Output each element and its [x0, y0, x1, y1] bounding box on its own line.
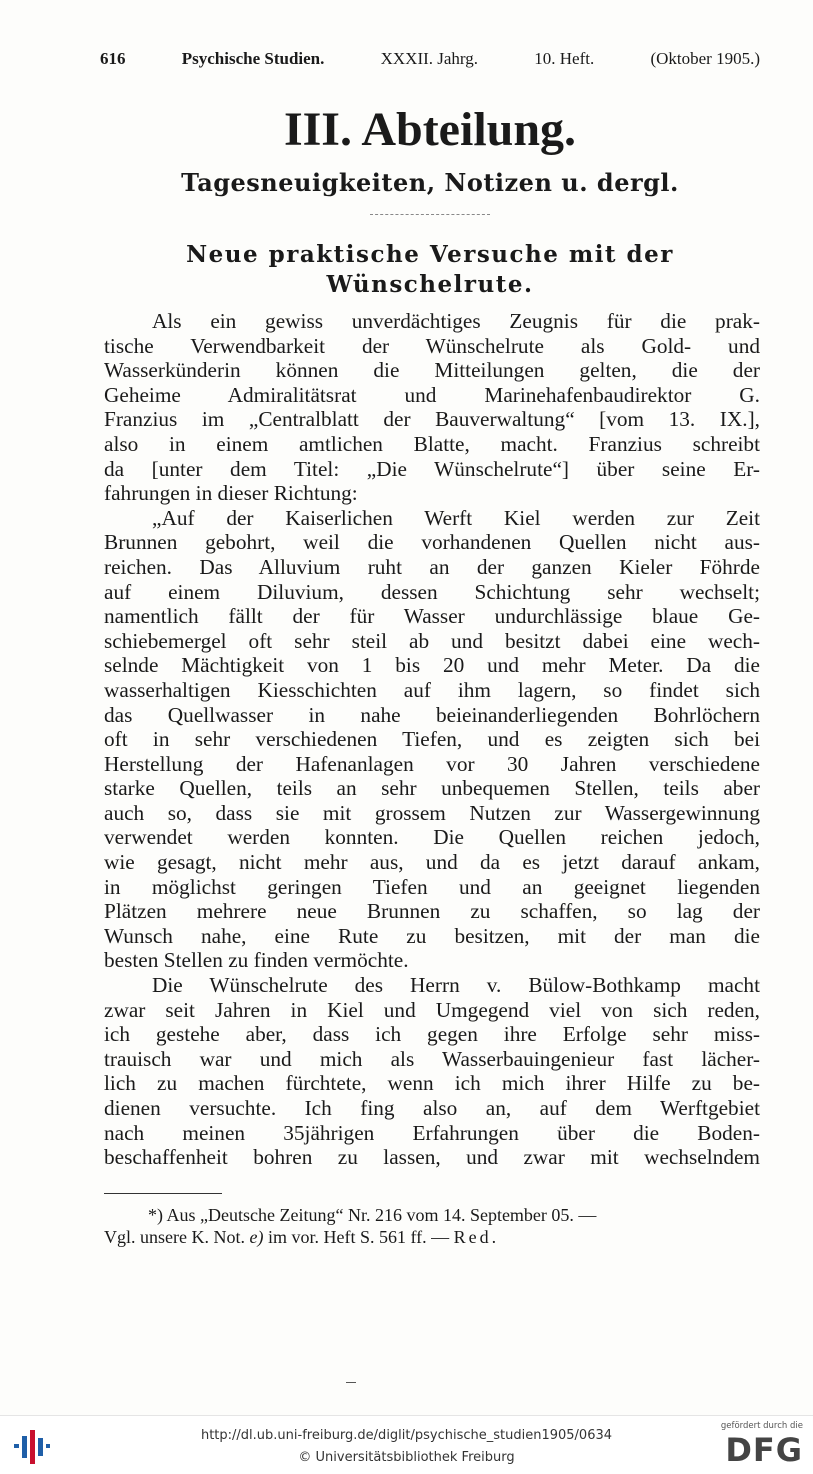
- body-line: auch so, dass sie mit grossem Nutzen zur Wassergewinnung: [104, 800, 760, 825]
- body-line: zwar seit Jahren in Kiel und Umgegend viel von sich reden,: [104, 997, 760, 1022]
- body-line: auf einem Diluvium, dessen Schichtung sehr wechselt;: [104, 579, 760, 604]
- article-title-line-1: Neue praktische Versuche mit der: [186, 241, 674, 268]
- body-line: trauisch war und mich als Wasserbauingenieur fast lächer-: [104, 1046, 760, 1071]
- body-line: das Quellwasser in nahe beieinanderliegenden Bohrlöchern: [104, 702, 760, 727]
- dfg-logo-text: DFG: [725, 1431, 803, 1469]
- body-line: wie gesagt, nicht mehr aus, und da es jetzt darauf ankam,: [104, 850, 760, 875]
- copyright-notice: © Universitätsbibliothek Freiburg: [298, 1450, 515, 1465]
- article-title-line-2: Wünschelrute.: [326, 271, 534, 298]
- editor-mark: Red.: [453, 1227, 500, 1247]
- body-line: oft in sehr verschiedenen Tiefen, und es zeigten sich bei: [104, 727, 760, 752]
- body-line: tische Verwendbarkeit der Wünschelrute als Gold- und: [104, 333, 760, 358]
- body-line: lich zu machen fürchtete, wenn ich mich ihrer Hilfe zu be-: [104, 1071, 760, 1096]
- volume: XXXII. Jahrg.: [380, 49, 479, 68]
- body-line: ich gestehe aber, dass ich gegen ihre Erfolge sehr miss-: [104, 1022, 760, 1047]
- body-line: in möglichst geringen Tiefen und an geeignet liegenden: [104, 874, 760, 899]
- article-title: [100, 240, 760, 300]
- body-line: reichen. Das Alluvium ruht an der ganzen Kieler Föhrde: [104, 554, 760, 579]
- body-line: starke Quellen, teils an sehr unbequemen Stellen, teils aber: [104, 776, 760, 801]
- body-line: nach meinen 35jährigen Erfahrungen über die Boden-: [104, 1120, 760, 1145]
- issue-date: (Oktober 1905.): [650, 49, 760, 68]
- viewer-footer: [0, 1415, 813, 1474]
- footnote-ref-rest: im vor. Heft S. 561 ff. —: [267, 1227, 450, 1247]
- page-number: 616: [100, 49, 126, 68]
- footnote-ref-letter: e): [249, 1227, 264, 1247]
- article-body: [104, 309, 760, 1170]
- body-line: Herstellung der Hafenanlagen vor 30 Jahren verschiedene: [104, 751, 760, 776]
- body-line: „Auf der Kaiserlichen Werft Kiel werden zur Zeit: [152, 505, 760, 530]
- body-line: Wasserkünderin können die Mitteilungen gelten, die der: [104, 358, 760, 383]
- body-line: dienen versuchte. Ich fing also an, auf dem Werftgebiet: [104, 1096, 760, 1120]
- body-line: namentlich fällt der für Wasser undurchlässige blaue Ge-: [104, 604, 760, 629]
- body-line: beschaffenheit bohren zu lassen, und zwar mit wechselndem: [104, 1145, 760, 1170]
- running-head: [100, 48, 760, 70]
- dfg-funding-text: gefördert durch die: [720, 1421, 803, 1431]
- body-line: wasserhaltigen Kiesschichten auf ihm lagern, so findet sich: [104, 677, 760, 702]
- body-line: fahrungen in dieser Richtung:: [104, 481, 358, 506]
- decorative-rule: [370, 214, 490, 215]
- journal-name: Psychische Studien.: [181, 49, 325, 68]
- body-line: also in einem amtlichen Blatte, macht. Franzius schreibt: [104, 431, 760, 456]
- body-line: Geheime Admiralitätsrat und Marinehafenbaudirektor G.: [104, 382, 760, 407]
- section-title: III. Abteilung.: [283, 103, 577, 156]
- body-line: verwendet werden konnten. Die Quellen reichen jedoch,: [104, 825, 760, 850]
- document-url[interactable]: http://dl.ub.uni-freiburg.de/diglit/psychische_studien1905/0634: [200, 1428, 613, 1443]
- body-line: Brunnen gebohrt, weil die vorhandenen Quellen nicht aus-: [104, 530, 760, 555]
- body-line: Wunsch nahe, eine Rute zu besitzen, mit der man die: [104, 923, 760, 948]
- body-line: Als ein gewiss unverdächtiges Zeugnis für die prak-: [152, 309, 760, 333]
- body-line: da [unter dem Titel: „Die Wünschelrute“] über seine Er-: [104, 456, 760, 481]
- footnote-line-2: [104, 1226, 760, 1248]
- dfg-logo: [715, 1420, 803, 1470]
- body-line: besten Stellen zu finden vermöchte.: [104, 948, 409, 973]
- footnote: [104, 1204, 760, 1248]
- body-line: selnde Mächtigkeit von 1 bis 20 und mehr Meter. Da die: [104, 653, 760, 678]
- footnote-line-1: *) Aus „Deutsche Zeitung“ Nr. 216 vom 14. September 05. —: [148, 1205, 597, 1225]
- body-line: Die Wünschelrute des Herrn v. Bülow-Bothkamp macht: [152, 973, 760, 998]
- footnote-ref-text: Vgl. unsere K. Not.: [104, 1227, 245, 1247]
- footnote-rule: [104, 1193, 222, 1194]
- page-mark: [346, 1382, 356, 1383]
- body-line: schiebemergel oft sehr steil ab und besitzt dabei eine wech-: [104, 628, 760, 653]
- body-line: Plätzen mehrere neue Brunnen zu schaffen, so lag der: [104, 899, 760, 924]
- issue: 10. Heft.: [534, 49, 595, 68]
- section-subtitle: Tagesneuigkeiten, Notizen u. dergl.: [181, 168, 679, 197]
- body-line: Franzius im „Centralblatt der Bauverwaltung“ [vom 13. IX.],: [104, 407, 760, 432]
